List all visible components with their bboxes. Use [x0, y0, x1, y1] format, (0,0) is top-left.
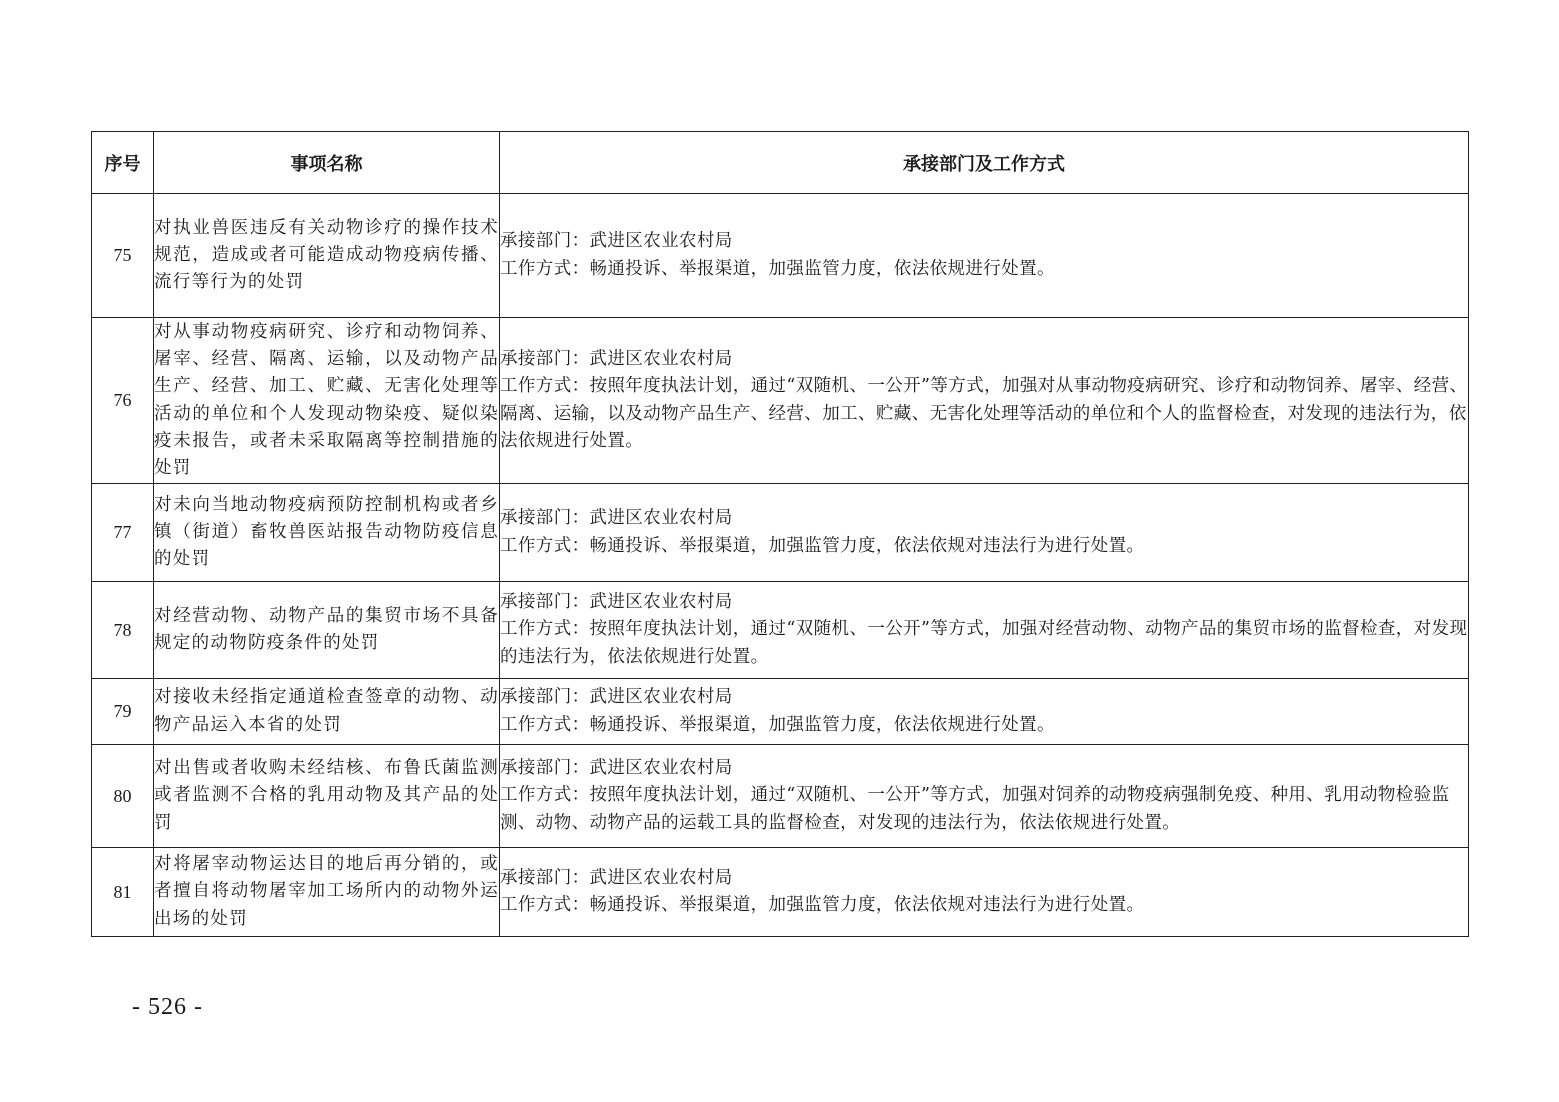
row-number: 79 — [92, 679, 154, 745]
table-row — [92, 848, 1469, 937]
row-number: 78 — [92, 582, 154, 679]
row-department-cell — [500, 582, 1469, 679]
header-item-name: 事项名称 — [154, 132, 500, 194]
row-item-name: 对未向当地动物疫病预防控制机构或者乡镇（街道）畜牧兽医站报告动物防疫信息的处罚 — [154, 484, 500, 582]
header-department-method: 承接部门及工作方式 — [500, 132, 1469, 194]
row-work-method: 工作方式：畅通投诉、举报渠道，加强监管力度，依法依规对违法行为进行处置。 — [500, 535, 1145, 556]
header-serial-number: 序号 — [92, 132, 154, 194]
row-work-method: 工作方式：畅通投诉、举报渠道，加强监管力度，依法依规对违法行为进行处置。 — [500, 895, 1145, 915]
row-department: 承接部门：武进区农业农村局 — [500, 348, 733, 369]
row-department-cell — [500, 318, 1469, 484]
row-department: 承接部门：武进区农业农村局 — [500, 592, 733, 613]
row-department: 承接部门：武进区农业农村局 — [500, 758, 733, 779]
row-department-cell — [500, 484, 1469, 582]
row-item-name: 对执业兽医违反有关动物诊疗的操作技术规范，造成或者可能造成动物疫病传播、流行等行为的处罚 — [154, 194, 500, 318]
row-work-method: 工作方式：按照年度执法计划，通过“双随机、一公开”等方式，加强对从事动物疫病研究、诊疗和动物饲养、屠宰、经营、隔离、运输，以及动物产品生产、经营、加工、贮藏、无害化处理等活动的单位和个人的监督检查，对发现的违法行为，依法依规进行处置。 — [500, 376, 1468, 451]
row-item-name: 对将屠宰动物运达目的地后再分销的，或者擅自将动物屠宰加工场所内的动物外运出场的处罚 — [154, 848, 500, 937]
row-item-name: 对出售或者收购未经结核、布鲁氏菌监测或者监测不合格的乳用动物及其产品的处罚 — [154, 745, 500, 848]
row-work-method: 工作方式：按照年度执法计划，通过“双随机、一公开”等方式，加强对经营动物、动物产品的集贸市场的监督检查，对发现的违法行为，依法依规进行处置。 — [500, 619, 1468, 667]
row-department-cell — [500, 745, 1469, 848]
row-work-method: 工作方式：畅通投诉、举报渠道，加强监管力度，依法依规进行处置。 — [500, 714, 1055, 735]
row-item-name: 对接收未经指定通道检查签章的动物、动物产品运入本省的处罚 — [154, 679, 500, 745]
row-number: 77 — [92, 484, 154, 582]
matters-table — [91, 131, 1469, 937]
table-row — [92, 745, 1469, 848]
table-row — [92, 318, 1469, 484]
table-row — [92, 484, 1469, 582]
row-number: 75 — [92, 194, 154, 318]
row-number: 80 — [92, 745, 154, 848]
row-department: 承接部门：武进区农业农村局 — [500, 867, 733, 888]
table-row — [92, 679, 1469, 745]
row-work-method: 工作方式：畅通投诉、举报渠道，加强监管力度，依法依规进行处置。 — [500, 258, 1055, 279]
row-work-method: 工作方式：按照年度执法计划，通过“双随机、一公开”等方式，加强对饲养的动物疫病强制免疫、种用、乳用动物检验监测、动物、动物产品的运载工具的监督检查，对发现的违法行为，依法依规进行处置。 — [500, 785, 1450, 833]
page-number: - 526 - — [132, 994, 203, 1020]
row-department: 承接部门：武进区农业农村局 — [500, 508, 733, 529]
table-row — [92, 582, 1469, 679]
table-header-row — [92, 132, 1469, 194]
row-department-cell — [500, 848, 1469, 937]
row-department: 承接部门：武进区农业农村局 — [500, 231, 733, 252]
row-item-name: 对从事动物疫病研究、诊疗和动物饲养、屠宰、经营、隔离、运输，以及动物产品生产、经营、加工、贮藏、无害化处理等活动的单位和个人发现动物染疫、疑似染疫未报告，或者未采取隔离等控制措施的处罚 — [154, 318, 500, 484]
row-department: 承接部门：武进区农业农村局 — [500, 687, 733, 708]
row-department-cell — [500, 194, 1469, 318]
row-department-cell — [500, 679, 1469, 745]
row-number: 81 — [92, 848, 154, 937]
row-item-name: 对经营动物、动物产品的集贸市场不具备规定的动物防疫条件的处罚 — [154, 582, 500, 679]
row-number: 76 — [92, 318, 154, 484]
table-row — [92, 194, 1469, 318]
